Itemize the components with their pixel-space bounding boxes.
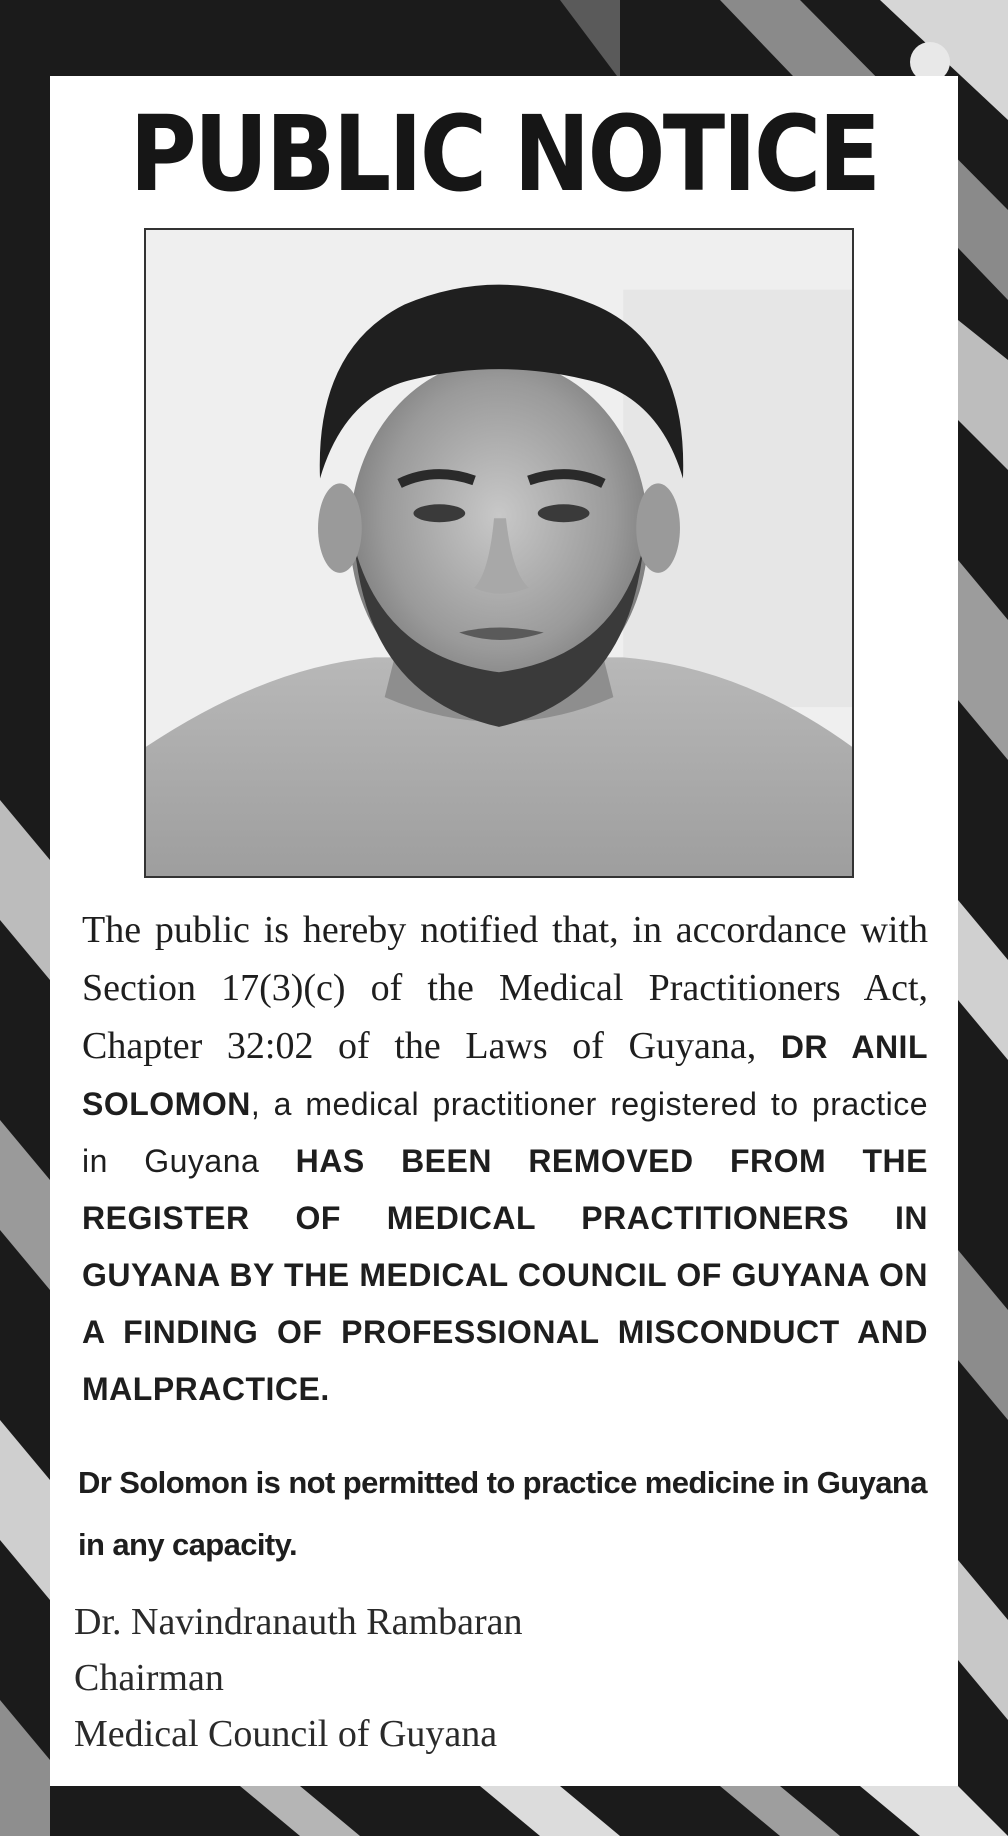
notice-ruling-text: HAS BEEN REMOVED FROM THE REGISTER OF MEDICAL PRACTITIONERS IN GUYANA BY THE MEDICAL COUNCIL OF GUYANA ON A FINDING OF PROFESSIONAL MISCONDUCT AND MALPRACTICE. [82, 1143, 929, 1407]
notice-middle-text: , a medical practitioner registered to practice in Guyana [82, 1086, 928, 1179]
practitioner-name: DR ANIL SOLOMON [82, 1029, 928, 1122]
notice-body [78, 902, 929, 1576]
notice-paragraph-main [82, 902, 928, 1418]
notice-panel [50, 76, 958, 1786]
notice-title: PUBLIC NOTICE [129, 93, 879, 215]
portrait-image [146, 230, 852, 876]
signatory-role: Chairman [74, 1657, 224, 1699]
notice-paragraph-restriction: Dr Solomon is not permitted to practice medicine in Guyana in any capacity. [78, 1465, 927, 1562]
portrait-photo [144, 228, 854, 878]
signatory-name: Dr. Navindranauth Rambaran [74, 1601, 523, 1643]
signatory-organization: Medical Council of Guyana [74, 1713, 498, 1755]
signature-block [74, 1594, 522, 1762]
notice-intro-text: The public is hereby notified that, in accordance with Section 17(3)(c) of the Medical Practitioners Act, Chapter 32:02 of the Laws of Guyana, [82, 909, 928, 1067]
